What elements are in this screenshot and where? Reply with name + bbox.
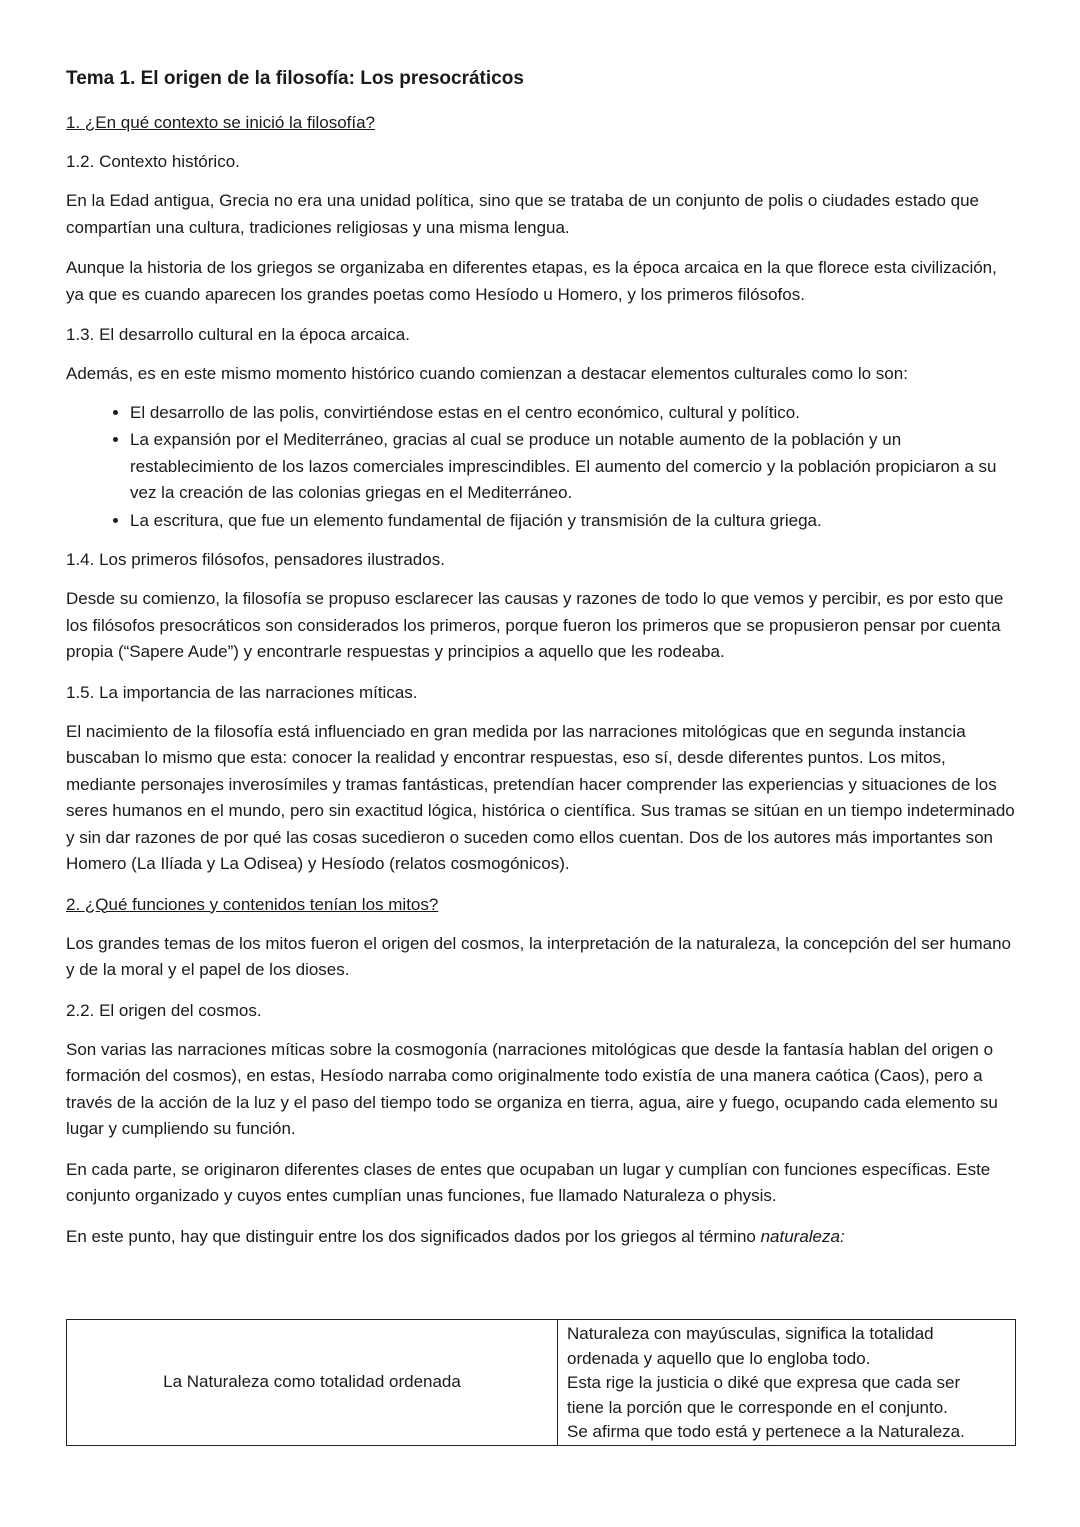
description-line: Se afirma que todo está y pertenece a la Naturaleza. [567, 1422, 965, 1441]
description-line: Naturaleza con mayúsculas, significa la totalidad [567, 1324, 934, 1343]
section-1-4-heading: 1.4. Los primeros filósofos, pensadores ilustrados. [66, 550, 445, 569]
paragraph: Los grandes temas de los mitos fueron el origen del cosmos, la interpretación de la naturaleza, la concepción del ser humano y de la moral y el papel de los dioses. [66, 933, 1011, 979]
paragraph: En la Edad antigua, Grecia no era una unidad política, sino que se trataba de un conjunto de polis o ciudades estado que compartían una cultura, tradiciones religiosas y una misma lengua. [66, 191, 979, 237]
section-2-2-heading: 2.2. El origen del cosmos. [66, 1000, 262, 1020]
table-term-cell: La Naturaleza como totalidad ordenada [67, 1320, 558, 1446]
section-1-5-heading: 1.5. La importancia de las narraciones míticas. [66, 682, 418, 702]
paragraph: Además, es en este mismo momento histórico cuando comienzan a destacar elementos culturales como lo son: [66, 364, 908, 383]
paragraph: El nacimiento de la filosofía está influenciado en gran medida por las narraciones mitológicas que en segunda instancia buscaban lo mismo que esta: conocer la realidad y encontrar respuestas, eso sí, desde diferentes puntos. Los mitos, mediante personajes inverosímiles y tramas fantásticas, pretendían hacer comprender las experiencias y situaciones de los seres humanos en el mundo, pero sin exactitud lógica, histórica o científica. Sus tramas se sitúan en un tiempo indeterminado y sin dar razones de por qué las cosas sucedieron o suceden como ellos cuentan. Dos de los autores más importantes son Homero (La Ilíada y La Odisea) y Hesíodo (relatos cosmogónicos). [66, 721, 1015, 873]
paragraph: Desde su comienzo, la filosofía se propuso esclarecer las causas y razones de todo lo que vemos y percibir, es por esto que los filósofos presocráticos son considerados los primeros, porque fueron los primeros que se propusieron pensar por cuenta propia (“Sapere Aude”) y encontrarle respuestas y principios a aquello que les rodeaba. [66, 589, 1004, 661]
page-title: Tema 1. El origen de la filosofía: Los presocráticos [66, 68, 524, 89]
emphasized-term: naturaleza: [760, 1226, 845, 1246]
paragraph: En cada parte, se originaron diferentes clases de entes que ocupaban un lugar y cumplían con funciones específicas. Este conjunto organizado y cuyos entes cumplían unas funciones, fue llamado Naturaleza o physis. [66, 1159, 991, 1205]
section-1-2-heading: 1.2. Contexto histórico. [66, 152, 240, 171]
document-page [66, 64, 1016, 1264]
description-line: ordenada y aquello que lo engloba todo. [567, 1348, 871, 1368]
table-description-cell [558, 1320, 1016, 1446]
definition-table [66, 1319, 1016, 1446]
section-2-heading: 2. ¿Qué funciones y contenidos tenían los mitos? [66, 894, 439, 914]
bullet-list [66, 400, 1016, 535]
description-line: tiene la porción que le corresponde en el conjunto. [567, 1397, 948, 1417]
paragraph-text: En este punto, hay que distinguir entre los dos significados dados por los griegos al término [66, 1226, 761, 1246]
paragraph: Son varias las narraciones míticas sobre la cosmogonía (narraciones mitológicas que desde la fantasía hablan del origen o formación del cosmos), en estas, Hesíodo narraba como originalmente todo existía de una manera caótica (Caos), pero a través de la acción de la luz y el paso del tiempo todo se organiza en tierra, agua, aire y fuego, ocupando cada elemento su lugar y cumpliendo su función. [66, 1039, 998, 1138]
list-item: • La expansión por el Mediterráneo, gracias al cual se produce un notable aumento de la población y un restablecimiento de los lazos comerciales imprescindibles. El aumento del comercio y la población propiciaron a su vez la creación de las colonias griegas en el Mediterráneo. [130, 427, 1016, 507]
list-item: • El desarrollo de las polis, convirtiéndose estas en el centro económico, cultural y político. [130, 400, 1016, 427]
paragraph [66, 1224, 1016, 1251]
paragraph: Aunque la historia de los griegos se organizaba en diferentes etapas, es la época arcaica en la que florece esta civilización, ya que es cuando aparecen los grandes poetas como Hesíodo u Homero, y los primeros filósofos. [66, 258, 997, 304]
table-row [67, 1320, 1016, 1446]
list-item: • La escritura, que fue un elemento fundamental de fijación y transmisión de la cultura griega. [130, 508, 1016, 535]
description-line: Esta rige la justicia o diké que expresa que cada ser [567, 1373, 961, 1392]
section-1-heading: 1. ¿En qué contexto se inició la filosofía? [66, 113, 376, 132]
section-1-3-heading: 1.3. El desarrollo cultural en la época arcaica. [66, 325, 410, 344]
